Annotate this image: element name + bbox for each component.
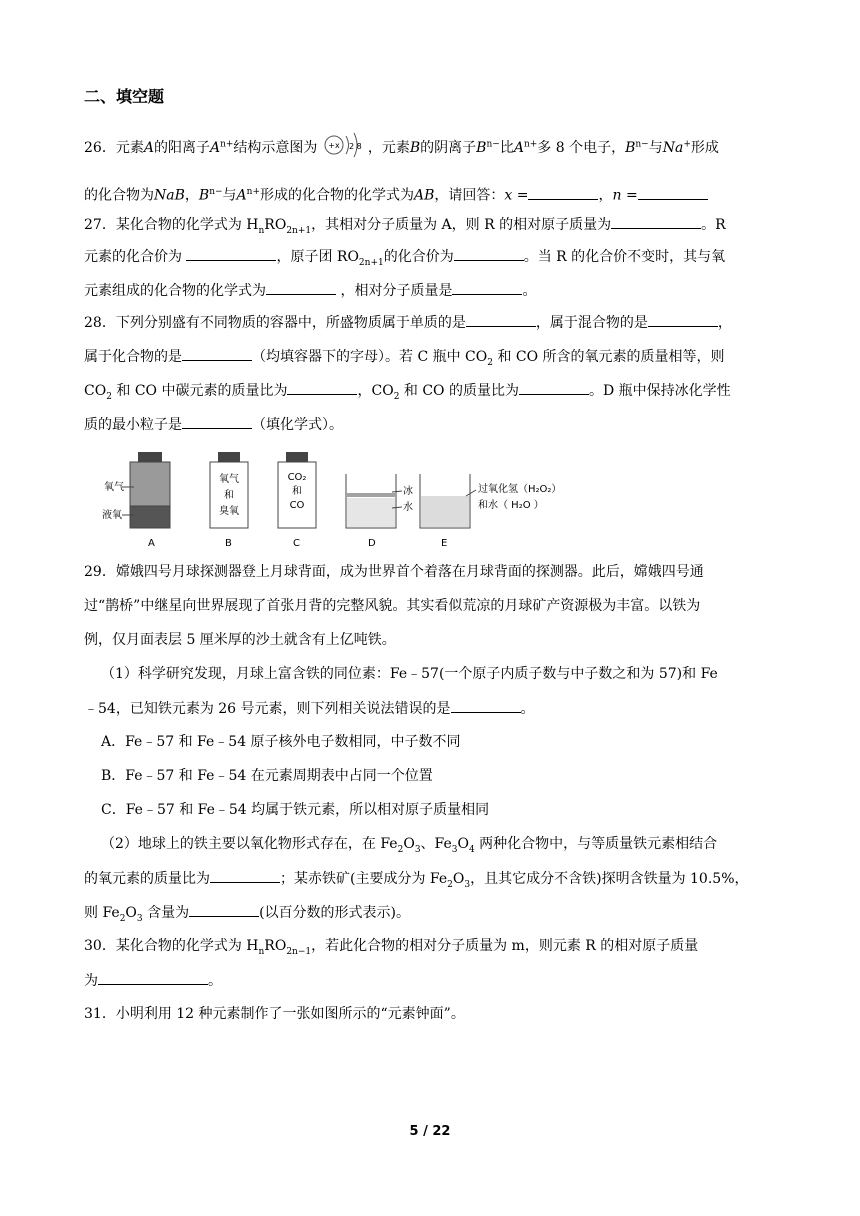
answer-blank-r-atomic-mass[interactable] [98, 970, 208, 985]
q29-part2-line3: 则 $Fe_2O_3$ 含量为 (以百分数的形式表示)。 [84, 902, 410, 929]
q27-line1: 27．某化合物的化学式为 $H_nRO_{2n+1}$，其相对分子质量为 A，则 R 的相对原子质量为 。R [84, 214, 726, 241]
svg-text:CO₂: CO₂ [287, 472, 307, 483]
option-a: A．Fe﹣57 和 Fe﹣54 原子核外电子数相同，中子数不同 [101, 734, 461, 750]
letter-a: A [148, 538, 155, 549]
atomic-structure-diagram [322, 130, 368, 166]
svg-text:臭氧: 臭氧 [219, 506, 239, 517]
q27-line2: 元素的化合价为 ，原子团 $RO_{2n+1}$的化合价为 。当 R 的化合价不变时，其与氧 [84, 246, 725, 273]
page-number: 5 / 22 [409, 1124, 451, 1139]
answer-blank-element[interactable] [466, 312, 536, 327]
label-liquid-oxygen: 液氧 [102, 510, 122, 521]
option-b: B．Fe﹣57 和 Fe﹣54 在元素周期表中占同一个位置 [101, 768, 433, 784]
q29-part1-line1: （1）科学研究发现，月球上富含铁的同位素：Fe﹣57(一个原子内质子数与中子数之和为 57)和 Fe [101, 666, 718, 682]
answer-blank-wrong-statement[interactable] [451, 698, 521, 713]
answer-blank-oxide-mass[interactable] [452, 280, 522, 295]
bottle-a [102, 452, 170, 549]
q29-part1-line2: ﹣54，已知铁元素为 26 号元素，则下列相关说法错误的是 。 [84, 698, 535, 719]
label-oxygen: 氧气 [104, 482, 124, 493]
answer-blank-compound[interactable] [182, 346, 252, 361]
letter-e: E [441, 538, 448, 549]
containers-figure [100, 450, 620, 550]
answer-blank-mass-ratio[interactable] [519, 380, 589, 395]
label-water-e: 和水（ H₂O ） [478, 500, 544, 511]
option-c: C．Fe﹣57 和 Fe﹣54 均属于铁元素，所以相对原子质量相同 [101, 802, 490, 818]
letter-d: D [368, 538, 376, 549]
answer-blank-carbon-ratio[interactable] [287, 380, 357, 395]
q28-line4: 质的最小粒子是 （填化学式）。 [84, 414, 343, 435]
beaker-e [420, 474, 561, 549]
label-ice: 冰 [403, 486, 413, 497]
q27-line3: 元素组成的化合物的化学式为 ，相对分子质量是 。 [84, 280, 536, 301]
q31-line1: 31．小明利用 12 种元素制作了一张如图所示的“元素钟面”。 [84, 1006, 465, 1022]
q30-line1: 30．某化合物的化学式为 $H_nRO_{2n-1}$，若此化合物的相对分子质量为 m，则元素 R 的相对原子质量 [84, 938, 699, 957]
answer-blank-group-valence[interactable] [454, 246, 524, 261]
nucleus-label: +x [328, 141, 340, 150]
answer-blank-r-valence[interactable] [186, 246, 276, 261]
q26-line2: 的化合物为NaB，$B^{n-}$与$A^{n+}$形成的化合物的化学式为AB，请回答：x = ，n = [84, 182, 708, 206]
answer-blank-r-mass[interactable] [611, 214, 701, 229]
q28-line3: $CO_2$ 和 CO 中碳元素的质量比为 ，$CO_2$ 和 CO 的质量比为 。D 瓶中保持冰化学性 [84, 380, 731, 407]
label-hydrogen-peroxide: 过氧化氢（H₂O₂） [478, 484, 562, 495]
section-title: 二、填空题 [84, 87, 165, 106]
q29-line1: 29．嫦娥四号月球探测器登上月球背面，成为世界首个着落在月球背面的探测器。此后，嫦娥四号通 [84, 564, 704, 580]
q26-line1: 26．元素A的阳离子$A^{n+}$结构示意图为 +x 2 8 ，元素B的阴离子$B^{n-}$比$A^{n+}$多 8 个电子，$B^{n-}$与Na+形成 [84, 130, 719, 166]
q29-part2-line1: （2）地球上的铁主要以氧化物形式存在，在 $Fe_2O_3$、$Fe_3O_4$ 两种化合物中，与等质量铁元素相结合 [101, 836, 718, 855]
beaker-d [346, 474, 413, 549]
q29-part2-line2: 的氧元素的质量比为 ；某赤铁矿(主要成分为 $Fe_2O_3$，且其它成分不含铁)探明含铁量为 10.5%， [84, 868, 749, 895]
letter-b: B [225, 538, 232, 549]
answer-blank-x[interactable] [528, 185, 598, 200]
bottle-b [210, 452, 248, 549]
letter-c: C [293, 538, 300, 549]
q28-line1: 28．下列分别盛有不同物质的容器中，所盛物质属于单质的是 ，属于混合物的是 ， [84, 312, 732, 333]
svg-text:氧气: 氧气 [219, 474, 239, 485]
q29-line3: 例，仅月面表层 5 厘米厚的沙土就含有上亿吨铁。 [84, 632, 396, 648]
answer-blank-oxide-formula[interactable] [266, 280, 336, 295]
answer-blank-mixture[interactable] [648, 312, 718, 327]
label-water: 水 [403, 502, 413, 513]
bottle-c [278, 452, 316, 549]
q28-line2: 属于化合物的是 （均填容器下的字母）。若 C 瓶中 $CO_2$ 和 CO 所含的氧元素的质量相等，则 [84, 346, 725, 373]
q30-line2: 为 。 [84, 970, 222, 991]
shell-electrons: 2 8 [348, 142, 362, 151]
answer-blank-ice-particle[interactable] [182, 414, 252, 429]
svg-text:和: 和 [224, 490, 234, 501]
q29-line2: 过“鹊桥”中继星向世界展现了首张月背的完整风貌。其实看似荒凉的月球矿产资源极为丰富。以铁为 [84, 598, 701, 614]
svg-text:CO: CO [289, 500, 305, 511]
answer-blank-oxygen-ratio[interactable] [210, 868, 280, 883]
answer-blank-fe2o3-content[interactable] [189, 902, 259, 917]
svg-text:和: 和 [292, 486, 302, 497]
answer-blank-n[interactable] [638, 185, 708, 200]
